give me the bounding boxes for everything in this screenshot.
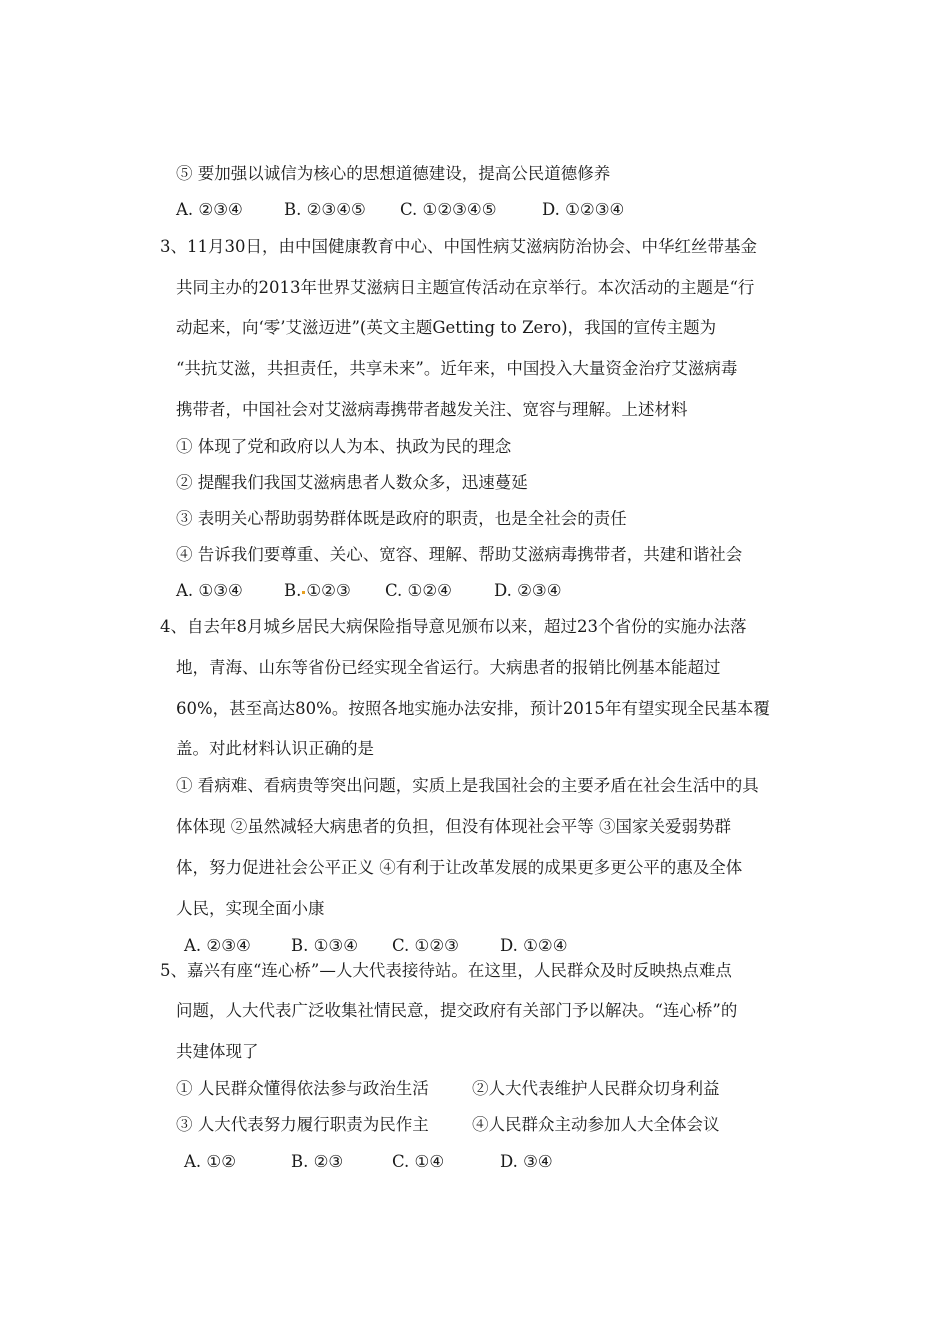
q3-option-d: D. ②③④ xyxy=(494,581,562,600)
q5-text-line-3: 共建体现了 xyxy=(176,1042,259,1061)
q3-text-line-5: 携带者，中国社会对艾滋病毒携带者越发关注、宽容与理解。上述材料 xyxy=(176,400,688,419)
q5-option-d: D. ③④ xyxy=(500,1152,553,1171)
q3-option-b-letter: B. xyxy=(284,581,302,600)
q5-item-4: ④人民群众主动参加人大全体会议 xyxy=(472,1115,720,1134)
q5-item-2: ②人大代表维护人民群众切身利益 xyxy=(472,1079,720,1098)
q4-text-line-1: 4、自去年8月城乡居民大病保险指导意见颁布以来，超过23个省份的实施办法落 xyxy=(160,617,747,636)
q2-option-c: C. ①②③④⑤ xyxy=(400,200,497,219)
q3-option-c: C. ①②④ xyxy=(385,581,452,600)
q3-option-b-answer: ①②③ xyxy=(306,581,351,600)
q4-text-line-3: 60%，甚至高达80%。按照各地实施办法安排，预计2015年有望实现全民基本覆 xyxy=(176,699,770,718)
q3-text-line-2: 共同主办的2013年世界艾滋病日主题宣传活动在京举行。本次活动的主题是“行 xyxy=(176,278,755,297)
q4-text-line-4: 盖。对此材料认识正确的是 xyxy=(176,739,374,758)
q5-option-c: C. ①④ xyxy=(392,1152,445,1171)
q2-option-d: D. ①②③④ xyxy=(542,200,625,219)
q4-item-1: ① 看病难、看病贵等突出问题，实质上是我国社会的主要矛盾在社会生活中的具 xyxy=(176,776,759,795)
q2-option-a: A. ②③④ xyxy=(176,200,243,219)
q5-text-line-2: 问题，人大代表广泛收集社情民意，提交政府有关部门予以解决。“连心桥”的 xyxy=(176,1001,738,1020)
q3-item-3: ③ 表明关心帮助弱势群体既是政府的职责，也是全社会的责任 xyxy=(176,509,627,528)
q4-option-d: D. ①②④ xyxy=(500,936,568,955)
q3-option-a: A. ①③④ xyxy=(176,581,243,600)
q4-option-a: A. ②③④ xyxy=(184,936,251,955)
q2-item-5: ⑤ 要加强以诚信为核心的思想道德建设，提高公民道德修养 xyxy=(176,164,611,183)
q4-text-line-7: 体，努力促进社会公平正义 ④有利于让改革发展的成果更多更公平的惠及全体 xyxy=(176,858,743,877)
q3-text-line-1: 3、11月30日，由中国健康教育中心、中国性病艾滋病防治协会、中华红丝带基金 xyxy=(160,237,757,256)
q3-option-b xyxy=(284,581,351,601)
q3-text-line-4: “共抗艾滋，共担责任，共享未来”。近年来，中国投入大量资金治疗艾滋病毒 xyxy=(176,359,738,378)
q5-text-line-1: 5、嘉兴有座“连心桥”—人大代表接待站。在这里，人民群众及时反映热点难点 xyxy=(160,961,732,980)
stray-mark-dot xyxy=(302,591,305,594)
q5-item-3: ③ 人大代表努力履行职责为民作主 xyxy=(176,1115,429,1134)
q4-option-c: C. ①②③ xyxy=(392,936,459,955)
q2-option-b: B. ②③④⑤ xyxy=(284,200,366,219)
q5-item-1: ① 人民群众懂得依法参与政治生活 xyxy=(176,1079,429,1098)
q3-text-line-3: 动起来，向‘零’艾滋迈进”(英文主题Getting to Zero)，我国的宣传主题为 xyxy=(176,318,717,337)
q3-item-1: ① 体现了党和政府以人为本、执政为民的理念 xyxy=(176,437,512,456)
q4-text-line-2: 地，青海、山东等省份已经实现全省运行。大病患者的报销比例基本能超过 xyxy=(176,658,721,677)
q3-item-4: ④ 告诉我们要尊重、关心、宽容、理解、帮助艾滋病毒携带者，共建和谐社会 xyxy=(176,545,743,564)
q4-option-b: B. ①③④ xyxy=(291,936,358,955)
q5-option-a: A. ①② xyxy=(184,1152,236,1171)
q5-option-b: B. ②③ xyxy=(291,1152,344,1171)
q4-text-line-8: 人民，实现全面小康 xyxy=(176,899,325,918)
q4-text-line-6: 体体现 ②虽然减轻大病患者的负担，但没有体现社会平等 ③国家关爱弱势群 xyxy=(176,817,731,836)
q3-item-2: ② 提醒我们我国艾滋病患者人数众多，迅速蔓延 xyxy=(176,473,528,492)
